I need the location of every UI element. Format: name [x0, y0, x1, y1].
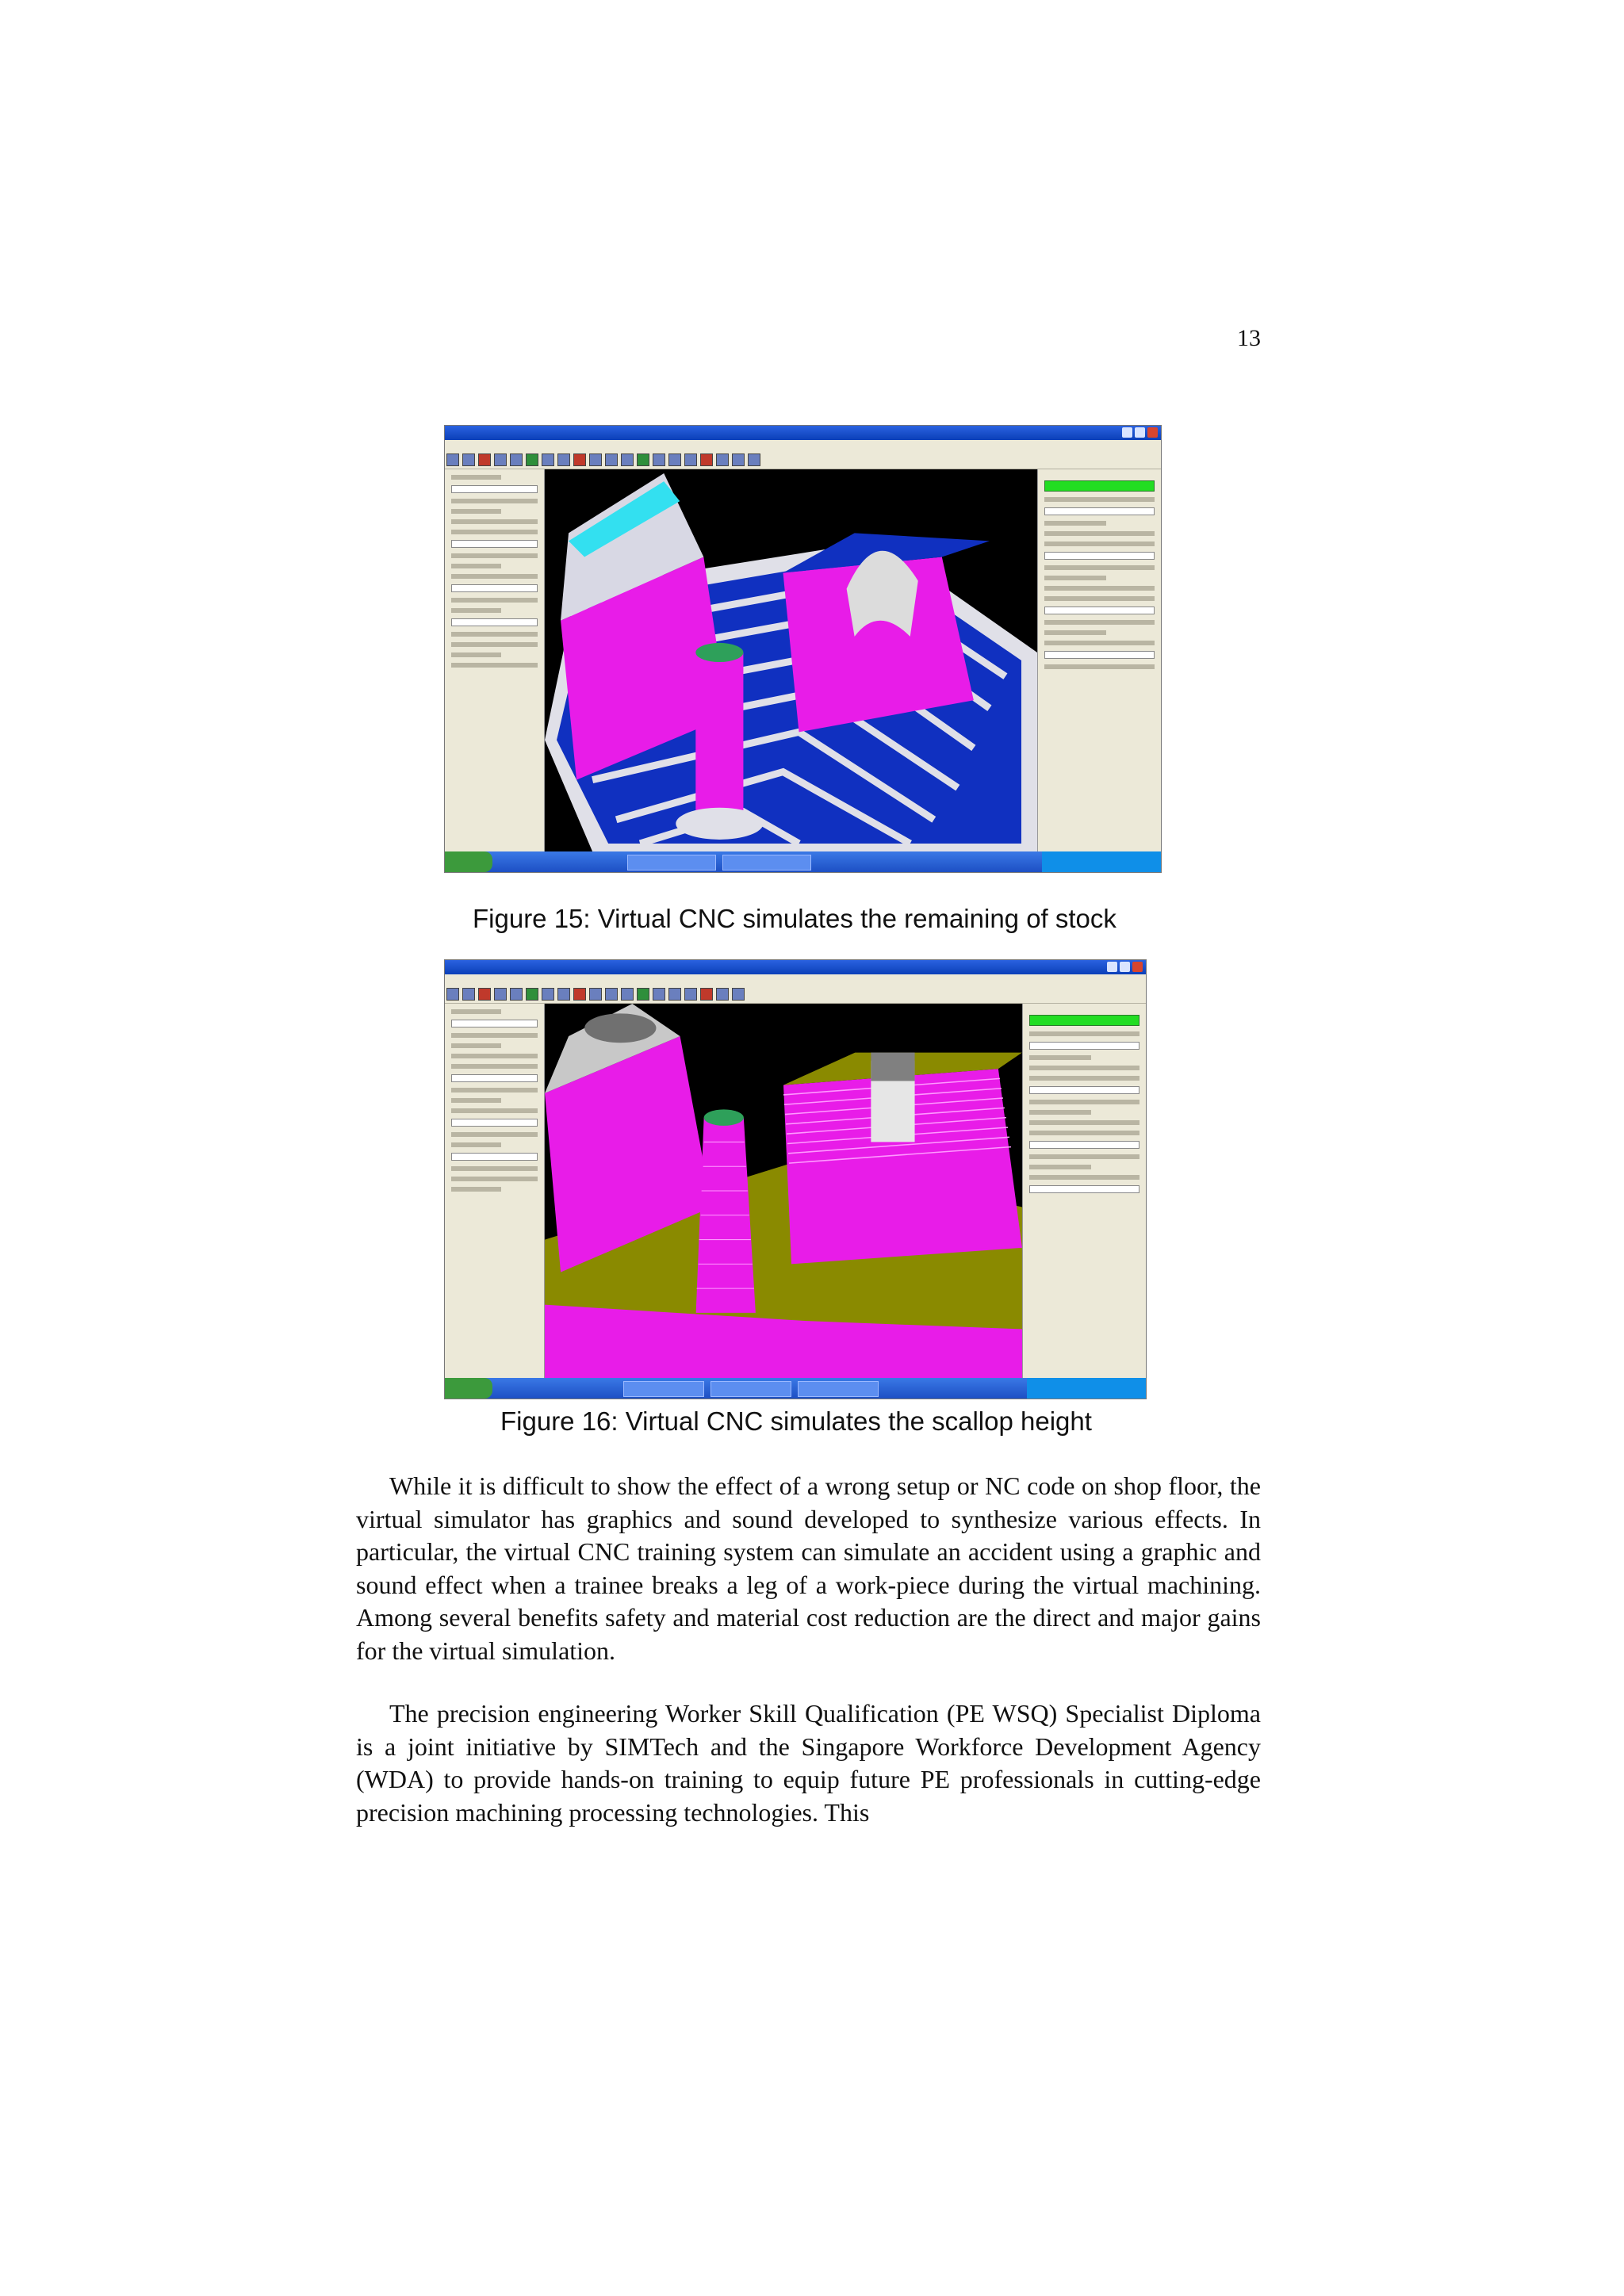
3d-viewport	[545, 469, 1037, 851]
panel-row	[451, 1177, 538, 1181]
toolbar-icon	[494, 988, 507, 1001]
panel-field	[451, 1020, 538, 1027]
panel-row	[1044, 497, 1155, 502]
panel-field	[451, 1074, 538, 1082]
window-toolbar	[445, 984, 1146, 1004]
panel-row	[451, 475, 501, 480]
window-menubar	[445, 974, 1146, 984]
left-control-panel	[445, 469, 545, 851]
panel-row	[451, 1009, 501, 1014]
toolbar-icon	[589, 453, 602, 466]
toolbar-icon	[653, 453, 665, 466]
panel-row	[1029, 1066, 1139, 1070]
window-toolbar	[445, 450, 1161, 469]
cylinder-top	[695, 643, 743, 662]
window-menubar	[445, 440, 1161, 450]
panel-row	[451, 1064, 538, 1069]
taskbar-item	[627, 855, 716, 871]
panel-row	[1029, 1076, 1139, 1081]
system-tray	[1042, 851, 1161, 872]
toolbar-icon	[526, 453, 538, 466]
panel-field	[451, 584, 538, 592]
panel-row	[451, 642, 538, 647]
cylinder-top	[704, 1109, 744, 1126]
panel-row	[451, 1132, 538, 1137]
toolbar-icon	[716, 453, 729, 466]
panel-row	[451, 1166, 538, 1171]
toolbar-icon	[637, 453, 649, 466]
page-number: 13	[1237, 325, 1261, 351]
panel-row	[451, 530, 538, 534]
taskbar-item	[710, 1381, 791, 1397]
panel-row	[451, 519, 538, 524]
panel-row	[451, 663, 538, 668]
toolbar-icon	[732, 453, 745, 466]
panel-field	[1029, 1141, 1139, 1149]
taskbar-item	[623, 1381, 704, 1397]
panel-row	[451, 1054, 538, 1058]
toolbar-icon	[748, 453, 760, 466]
panel-row	[1029, 1110, 1091, 1115]
toolbar-icon	[462, 453, 475, 466]
panel-field	[1029, 1042, 1139, 1050]
taskbar	[445, 1378, 1146, 1399]
start-button	[445, 1378, 492, 1399]
toolbar-icon	[557, 988, 570, 1001]
scallop-simulation-render	[545, 1004, 1022, 1378]
close-icon	[1147, 427, 1158, 438]
panel-row	[1029, 1154, 1139, 1159]
panel-row	[1044, 664, 1155, 669]
panel-row	[451, 1088, 538, 1093]
taskbar	[445, 851, 1161, 872]
figure-15-screenshot	[444, 425, 1162, 873]
panel-row	[1044, 596, 1155, 601]
panel-row	[1029, 1100, 1139, 1104]
toolbar-icon	[478, 988, 491, 1001]
3d-viewport	[545, 1004, 1022, 1378]
panel-row	[1044, 576, 1106, 580]
toolbar-icon	[557, 453, 570, 466]
panel-field	[1044, 607, 1155, 614]
panel-row	[451, 632, 538, 637]
toolbar-icon	[510, 453, 523, 466]
left-block-pocket	[584, 1013, 656, 1043]
panel-row	[451, 1043, 501, 1048]
cylinder-base	[676, 808, 763, 840]
taskbar-item	[798, 1381, 879, 1397]
toolbar-icon	[684, 453, 697, 466]
slot-shadow	[871, 1053, 914, 1081]
system-tray	[1027, 1378, 1146, 1399]
panel-field	[1044, 651, 1155, 659]
panel-field	[451, 540, 538, 548]
toolbar-icon	[542, 453, 554, 466]
toolbar-icon	[684, 988, 697, 1001]
toolbar-icon	[573, 988, 586, 1001]
toolbar-icon	[494, 453, 507, 466]
panel-row	[1044, 641, 1155, 645]
panel-row	[451, 553, 538, 558]
panel-row	[451, 1098, 501, 1103]
figure-15-caption: Figure 15: Virtual CNC simulates the remaining of stock	[473, 904, 1116, 933]
panel-row	[451, 652, 501, 657]
panel-row	[451, 499, 538, 503]
body-paragraph: The precision engineering Worker Skill Qualification (PE WSQ) Specialist Diploma is a joint initiative by SIMTech and the Singapore Workforce Development Agency (WDA) to provide hands-on training to equip future PE professionals in cutting-edge precision machining processing technologies. This	[356, 1699, 1261, 1827]
toolbar-icon	[589, 988, 602, 1001]
maximize-icon	[1120, 962, 1130, 972]
minimize-icon	[1107, 962, 1117, 972]
panel-row	[1029, 1120, 1139, 1125]
panel-field	[451, 485, 538, 493]
toolbar-icon	[542, 988, 554, 1001]
panel-field	[1044, 507, 1155, 515]
toolbar-icon	[668, 988, 681, 1001]
body-paragraph: While it is difficult to show the effect of a wrong setup or NC code on shop floor, the virtual simulator has graphics and sound developed to synthesize various effects. In particular, the virtual CNC training system can simulate an accident using a graphic and sound effect when a trainee breaks a leg of a work-piece during the virtual machining. Among several benefits safety and material cost reduction are the direct and major gains for the virtual simulation.	[356, 1471, 1261, 1665]
panel-row	[1029, 1031, 1139, 1036]
taskbar-item	[722, 855, 811, 871]
panel-row	[451, 1108, 538, 1113]
panel-row	[451, 574, 538, 579]
toolbar-icon	[653, 988, 665, 1001]
panel-row	[451, 564, 501, 568]
panel-row	[1029, 1055, 1091, 1060]
toolbar-icon	[621, 453, 634, 466]
right-control-panel	[1037, 469, 1161, 851]
toolbar-icon	[478, 453, 491, 466]
toolbar-icon	[700, 988, 713, 1001]
panel-field	[451, 1119, 538, 1127]
figure-16-caption: Figure 16: Virtual CNC simulates the scallop height	[500, 1406, 1092, 1436]
toolbar-icon	[700, 453, 713, 466]
minimize-icon	[1122, 427, 1132, 438]
window-titlebar	[445, 426, 1161, 440]
panel-row	[1044, 586, 1155, 591]
cylinder-post	[695, 652, 743, 820]
stock-simulation-render	[545, 469, 1037, 851]
toolbar-icon	[526, 988, 538, 1001]
panel-row	[1029, 1131, 1139, 1135]
toolbar-icon	[510, 988, 523, 1001]
toolbar-icon	[446, 988, 459, 1001]
figure-16-screenshot	[444, 959, 1147, 1399]
toolbar-icon	[605, 453, 618, 466]
toolbar-icon	[462, 988, 475, 1001]
right-control-panel	[1022, 1004, 1146, 1378]
status-indicator-bar	[1044, 480, 1155, 492]
panel-row	[1029, 1175, 1139, 1180]
toolbar-icon	[605, 988, 618, 1001]
panel-row	[451, 608, 501, 613]
toolbar-icon	[573, 453, 586, 466]
toolbar-icon	[732, 988, 745, 1001]
panel-row	[451, 509, 501, 514]
maximize-icon	[1135, 427, 1145, 438]
panel-row	[1044, 620, 1155, 625]
close-icon	[1132, 962, 1143, 972]
panel-row	[451, 1142, 501, 1147]
window-titlebar	[445, 960, 1146, 974]
toolbar-icon	[716, 988, 729, 1001]
toolbar-icon	[668, 453, 681, 466]
panel-row	[1044, 565, 1155, 570]
start-button	[445, 851, 492, 872]
toolbar-icon	[446, 453, 459, 466]
panel-row	[1044, 541, 1155, 546]
panel-row	[1044, 531, 1155, 536]
panel-row	[1044, 630, 1106, 635]
panel-row	[451, 598, 538, 603]
panel-row	[451, 1033, 538, 1038]
panel-field	[451, 1153, 538, 1161]
panel-field	[1029, 1185, 1139, 1193]
panel-row	[1044, 521, 1106, 526]
left-control-panel	[445, 1004, 545, 1378]
panel-field	[1029, 1086, 1139, 1094]
panel-row	[1029, 1165, 1091, 1169]
status-indicator-bar	[1029, 1015, 1139, 1026]
panel-field	[1044, 552, 1155, 560]
toolbar-icon	[621, 988, 634, 1001]
toolbar-icon	[637, 988, 649, 1001]
panel-field	[451, 618, 538, 626]
panel-row	[451, 1187, 501, 1192]
